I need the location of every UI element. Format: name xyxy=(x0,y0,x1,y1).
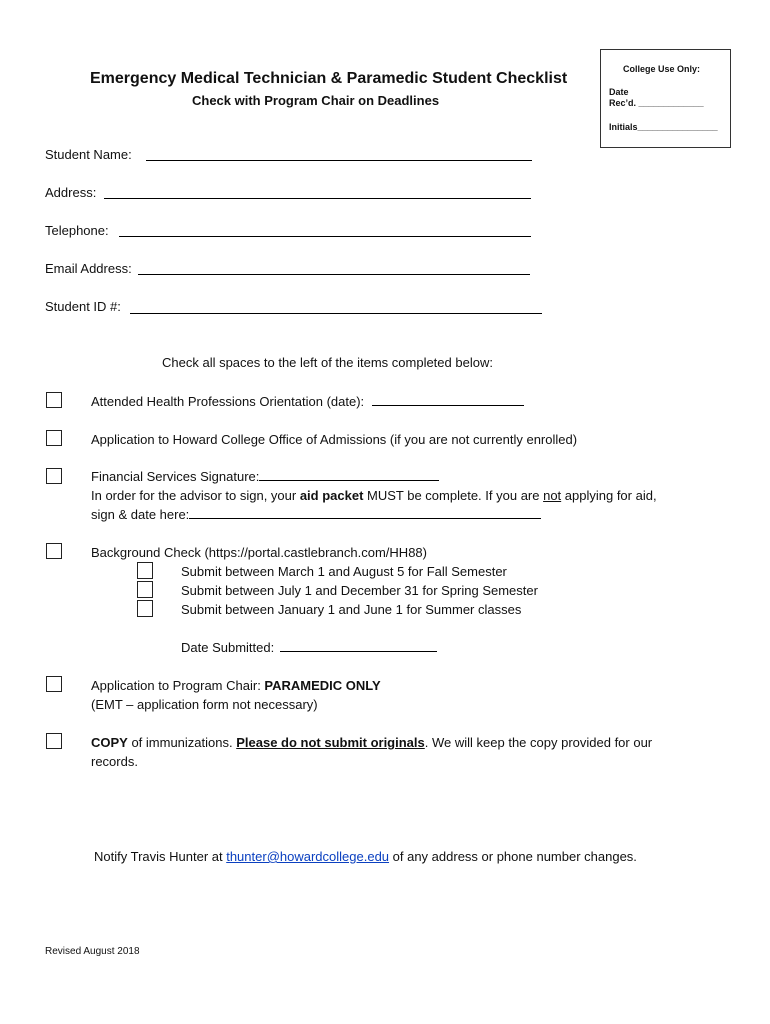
page-subtitle: Check with Program Chair on Deadlines xyxy=(192,93,440,108)
immunizations-text-line2: records. xyxy=(91,754,138,769)
program-chair-label: Application to Program Chair: xyxy=(91,678,265,693)
immunizations-text: . We will keep the copy provided for our xyxy=(424,735,653,750)
orientation-date-field[interactable] xyxy=(372,394,524,406)
student-name-label: Student Name: xyxy=(45,147,132,162)
background-check-checkbox[interactable] xyxy=(46,543,62,559)
telephone-label: Telephone: xyxy=(45,223,109,238)
college-use-box xyxy=(600,49,731,148)
sign-date-line xyxy=(91,507,541,522)
financial-signature-label: Financial Services Signature: xyxy=(91,469,260,484)
orientation-label: Attended Health Professions Orientation (date): xyxy=(91,394,365,409)
no-originals-emphasis: Please do not submit originals xyxy=(236,735,425,750)
student-id-field[interactable] xyxy=(130,313,542,314)
email-link[interactable]: thunter@howardcollege.edu xyxy=(226,849,390,864)
initials-label: Initials________________ xyxy=(609,122,718,132)
address-field[interactable] xyxy=(104,198,531,199)
date-submitted-line xyxy=(181,640,437,655)
immunizations-item xyxy=(91,735,652,750)
sign-date-label: sign & date here: xyxy=(91,507,190,522)
financial-signature-line xyxy=(91,469,439,484)
financial-checkbox[interactable] xyxy=(46,468,62,484)
revision-note: Revised August 2018 xyxy=(45,946,140,957)
date-label: Date xyxy=(609,87,629,97)
email-label: Email Address: xyxy=(45,261,132,276)
financial-note xyxy=(91,488,657,503)
student-id-label: Student ID #: xyxy=(45,299,121,314)
program-chair-checkbox[interactable] xyxy=(46,676,62,692)
program-chair-note: (EMT – application form not necessary) xyxy=(91,697,318,712)
financial-signature-field[interactable] xyxy=(259,469,439,481)
orientation-checkbox[interactable] xyxy=(46,392,62,408)
address-label: Address: xyxy=(45,185,97,200)
orientation-item xyxy=(91,394,524,409)
fall-semester-checkbox[interactable] xyxy=(137,562,153,579)
aid-packet-emphasis: aid packet xyxy=(299,488,364,503)
immunizations-text: of immunizations. xyxy=(127,735,237,750)
notify-prefix: Notify Travis Hunter at xyxy=(94,849,227,864)
page-title: Emergency Medical Technician & Paramedic Student Checklist xyxy=(90,70,568,87)
paramedic-only-emphasis: PARAMEDIC ONLY xyxy=(264,678,381,693)
financial-note-part: applying for aid, xyxy=(561,488,657,503)
date-received-label xyxy=(609,87,704,109)
financial-note-part: MUST be complete. If you are xyxy=(363,488,544,503)
notify-text xyxy=(94,849,637,864)
date-submitted-field[interactable] xyxy=(280,640,437,652)
admissions-checkbox[interactable] xyxy=(46,430,62,446)
spring-semester-checkbox[interactable] xyxy=(137,581,153,598)
background-check-label: Background Check (https://portal.castlebranch.com/HH88) xyxy=(91,545,427,560)
not-emphasis: not xyxy=(543,488,562,503)
copy-emphasis: COPY xyxy=(91,735,128,750)
financial-note-part: In order for the advisor to sign, your xyxy=(91,488,300,503)
immunizations-checkbox[interactable] xyxy=(46,733,62,749)
student-name-field[interactable] xyxy=(146,160,532,161)
college-use-heading: College Use Only: xyxy=(623,64,701,74)
summer-classes-checkbox[interactable] xyxy=(137,600,153,617)
sign-date-field[interactable] xyxy=(189,507,541,519)
email-field[interactable] xyxy=(138,274,530,275)
recd-label: Rec’d. _____________ xyxy=(609,98,704,108)
notify-suffix: of any address or phone number changes. xyxy=(389,849,637,864)
date-submitted-label: Date Submitted: xyxy=(181,640,275,655)
spring-semester-label: Submit between July 1 and December 31 for Spring Semester xyxy=(181,583,538,598)
telephone-field[interactable] xyxy=(119,236,531,237)
fall-semester-label: Submit between March 1 and August 5 for Fall Semester xyxy=(181,564,507,579)
admissions-label: Application to Howard College Office of Admissions (if you are not currently enrolled) xyxy=(91,432,578,447)
instruction-text: Check all spaces to the left of the items completed below: xyxy=(162,355,493,370)
summer-classes-label: Submit between January 1 and June 1 for Summer classes xyxy=(181,602,522,617)
program-chair-item xyxy=(91,678,381,693)
